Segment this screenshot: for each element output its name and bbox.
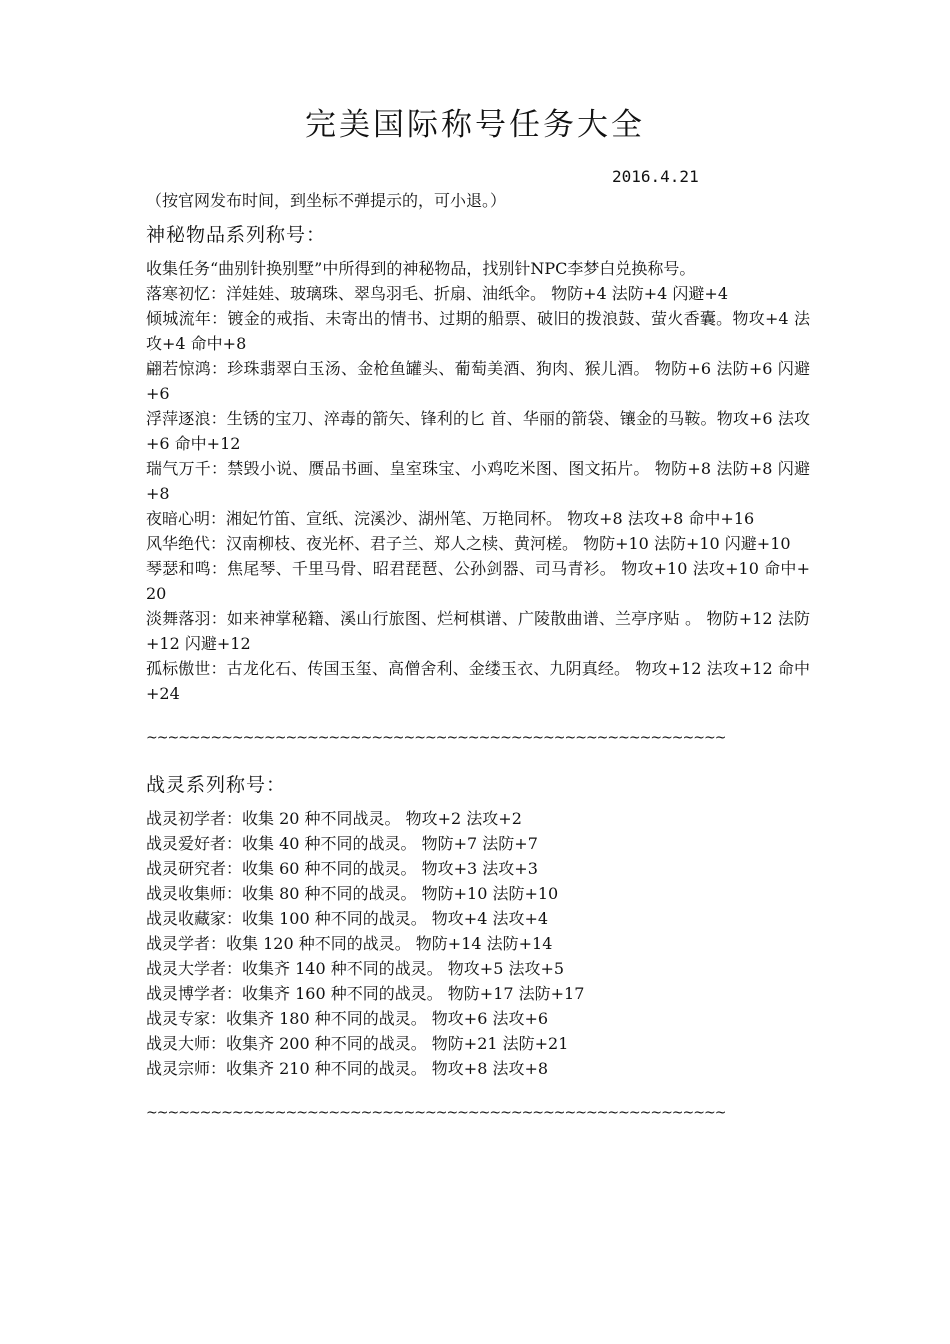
spirit-title-entry: 战灵研究者：收集 60 种不同的战灵。 物攻+3 法攻+3 [146, 859, 538, 878]
spirit-title-entry: 战灵宗师：收集齐 210 种不同的战灵。 物攻+8 法攻+8 [146, 1059, 549, 1078]
title-entry: 琴瑟和鸣：焦尾琴、千里马骨、昭君琵琶、公孙剑器、司马青衫。 物攻+10 法攻+10 命中+20 [146, 559, 810, 603]
document-date: 2016.4.21 [612, 167, 699, 186]
title-entry: 落寒初忆：洋娃娃、玻璃珠、翠鸟羽毛、折扇、油纸伞。 物防+4 法防+4 闪避+4 [146, 284, 729, 303]
spirit-title-entry: 战灵博学者：收集齐 160 种不同的战灵。 物防+17 法防+17 [146, 984, 585, 1003]
document-note: （按官网发布时间，到坐标不弹提示的，可小退。） [146, 191, 507, 210]
separator-line: ~~~~~~~~~~~~~~~~~~~~~~~~~~~~~~~~~~~~~~~~~~~~~~~~~~~~~~ [146, 730, 726, 746]
page-title: 完美国际称号任务大全 [305, 107, 645, 143]
section-intro: 收集任务“曲别针换别墅”中所得到的神秘物品，找别针NPC李梦白兑换称号。 [146, 259, 696, 278]
spirit-title-entry: 战灵爱好者：收集 40 种不同的战灵。 物防+7 法防+7 [146, 834, 538, 853]
separator-line: ~~~~~~~~~~~~~~~~~~~~~~~~~~~~~~~~~~~~~~~~~~~~~~~~~~~~~~ [146, 1105, 726, 1121]
spirit-title-entry: 战灵收集师：收集 80 种不同的战灵。 物防+10 法防+10 [146, 884, 559, 903]
title-entry: 倾城流年：镀金的戒指、未寄出的情书、过期的船票、破旧的拨浪鼓、萤火香囊。物攻+4 法攻+4 命中+8 [146, 309, 810, 353]
spirit-title-entry: 战灵学者：收集 120 种不同的战灵。 物防+14 法防+14 [146, 934, 553, 953]
title-entry: 夜暗心明：湘妃竹笛、宣纸、浣溪沙、湖州笔、万艳同杯。 物攻+8 法攻+8 命中+16 [146, 509, 755, 528]
section-heading-war-spirits: 战灵系列称号： [146, 774, 287, 796]
title-entry: 瑞气万千：禁毁小说、赝品书画、皇室珠宝、小鸡吃米图、图文拓片。 物防+8 法防+8 闪避+8 [146, 459, 810, 503]
title-entry: 淡舞落羽：如来神掌秘籍、溪山行旅图、烂柯棋谱、广陵散曲谱、兰亭序贴 。 物防+12 法防+12 闪避+12 [146, 609, 810, 653]
spirit-title-entry: 战灵初学者：收集 20 种不同战灵。 物攻+2 法攻+2 [146, 809, 522, 828]
section-heading-mystery-items: 神秘物品系列称号： [146, 224, 327, 246]
document-content [146, 220, 810, 1123]
spirit-title-entry: 战灵收藏家：收集 100 种不同的战灵。 物攻+4 法攻+4 [146, 909, 549, 928]
title-entry: 孤标傲世：古龙化石、传国玉玺、高僧舍利、金缕玉衣、九阴真经。 物攻+12 法攻+12 命中+24 [146, 659, 810, 703]
spirit-title-entry: 战灵专家：收集齐 180 种不同的战灵。 物攻+6 法攻+6 [146, 1009, 549, 1028]
title-entry: 风华绝代：汉南柳枝、夜光杯、君子兰、郑人之椟、黄河槎。 物防+10 法防+10 闪避+10 [146, 534, 791, 553]
spirit-title-entry: 战灵大学者：收集齐 140 种不同的战灵。 物攻+5 法攻+5 [146, 959, 565, 978]
title-entry: 翩若惊鸿：珍珠翡翠白玉汤、金枪鱼罐头、葡萄美酒、狗肉、猴儿酒。 物防+6 法防+6 闪避+6 [146, 359, 810, 403]
title-entry: 浮萍逐浪：生锈的宝刀、淬毒的箭矢、锋利的匕 首、华丽的箭袋、镶金的马鞍。物攻+6 法攻+6 命中+12 [146, 409, 810, 453]
spirit-title-entry: 战灵大师：收集齐 200 种不同的战灵。 物防+21 法防+21 [146, 1034, 569, 1053]
